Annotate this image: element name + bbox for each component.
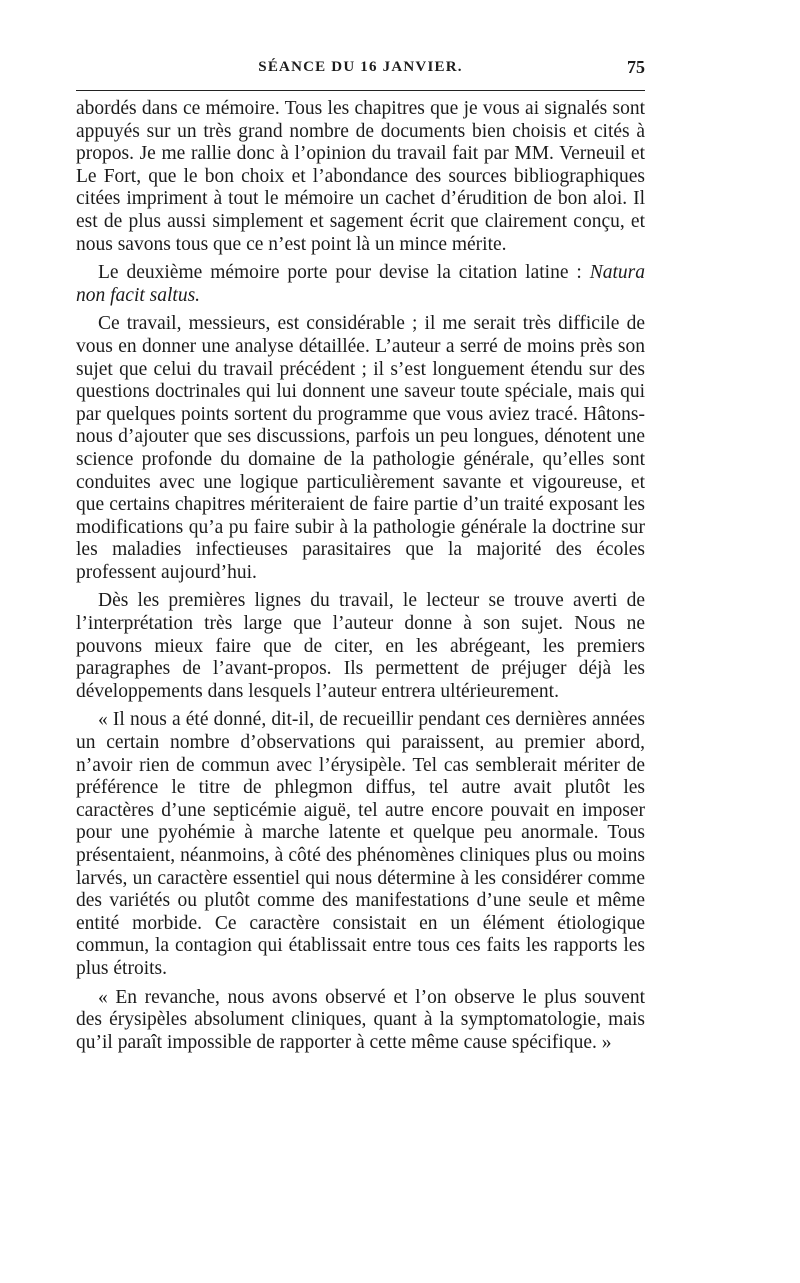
paragraph-text: Le deuxième mémoire porte pour devise la citation latine : <box>98 262 590 284</box>
page-number: 75 <box>627 57 645 77</box>
running-title: SÉANCE DU 16 JANVIER. <box>258 59 463 75</box>
paragraph-introduction: Dès les premières lignes du travail, le lecteur se trouve averti de l’interprétation très large que l’auteur donne à son sujet. Nous ne pouvons mieux faire que de citer, en les abrégeant, les premiers paragraphes de l’avant-propos. Ils permettent de préjuger déjà les développements dans lesquels l’auteur entrera ultérieurement. <box>76 590 645 702</box>
quotation-paragraph: « Il nous a été donné, dit-il, de recueillir pendant ces dernières années un certain nombre d’observations qui paraissent, au premier abord, n’avoir rien de commun avec l’érysipèle. Tel cas semblerait mériter de préférence le titre de phlegmon diffus, tel autre avait plutôt les caractères d’une septicémie aiguë, tel autre encore pouvait en imposer pour une pyohémie à marche latente et quelque peu anormale. Tous présentaient, néanmoins, à côté des phénomènes cliniques plus ou moins larvés, un caractère essentiel qui nous détermine à les considérer comme des variétés ou plutôt comme des manifestations d’une seule et même entité morbide. Ce caractère consistait en un élément étiologique commun, la contagion qui établissait entre tous ces faits les rapports les plus étroits. <box>76 709 645 979</box>
paragraph-second-memoir <box>76 262 645 307</box>
quotation-paragraph-end: « En revanche, nous avons observé et l’on observe le plus souvent des érysipèles absolument cliniques, quant à la symptomatologie, mais qu’il paraît impossible de rapporter à cette même cause spécifique. » <box>76 986 645 1053</box>
header-rule <box>76 90 645 91</box>
paragraph-continuation: abordés dans ce mémoire. Tous les chapitres que je vous ai signalés sont appuyés sur un très grand nombre de documents bien choisis et cités à propos. Je me rallie donc à l’opinion du travail fait par MM. Verneuil et Le Fort, que le bon choix et l’abondance des sources bibliographiques citées impriment à tout le mémoire un cachet d’érudition de bon aloi. Il est de plus aussi simplement et sagement écrit que clairement conçu, et nous savons tous que ce n’est point là un mince mérite. <box>76 98 645 255</box>
latin-motto: Natura non facit saltus. <box>76 262 645 306</box>
paragraph-analysis: Ce travail, messieurs, est considérable ; il me serait très difficile de vous en donner une analyse détaillée. L’auteur a serré de moins près son sujet que celui du travail précédent ; il s’est longuement étendu sur des questions doctrinales qui lui donnent une saveur toute spéciale, mais qui par quelques points sortent du programme que vous aviez tracé. Hâtons-nous d’ajouter que ses discussions, parfois un peu longues, dénotent une science profonde du domaine de la pathologie générale, qu’elles sont conduites avec une logique particulièrement savante et vigoureuse, et que certains chapitres mériteraient de faire partie d’un traité exposant les modifications qu’a pu faire subir à la pathologie générale la doctrine sur les maladies infectieuses parasitaires que la majorité des écoles professent aujourd’hui. <box>76 313 645 583</box>
running-head <box>76 59 645 83</box>
page-body <box>76 98 645 1054</box>
